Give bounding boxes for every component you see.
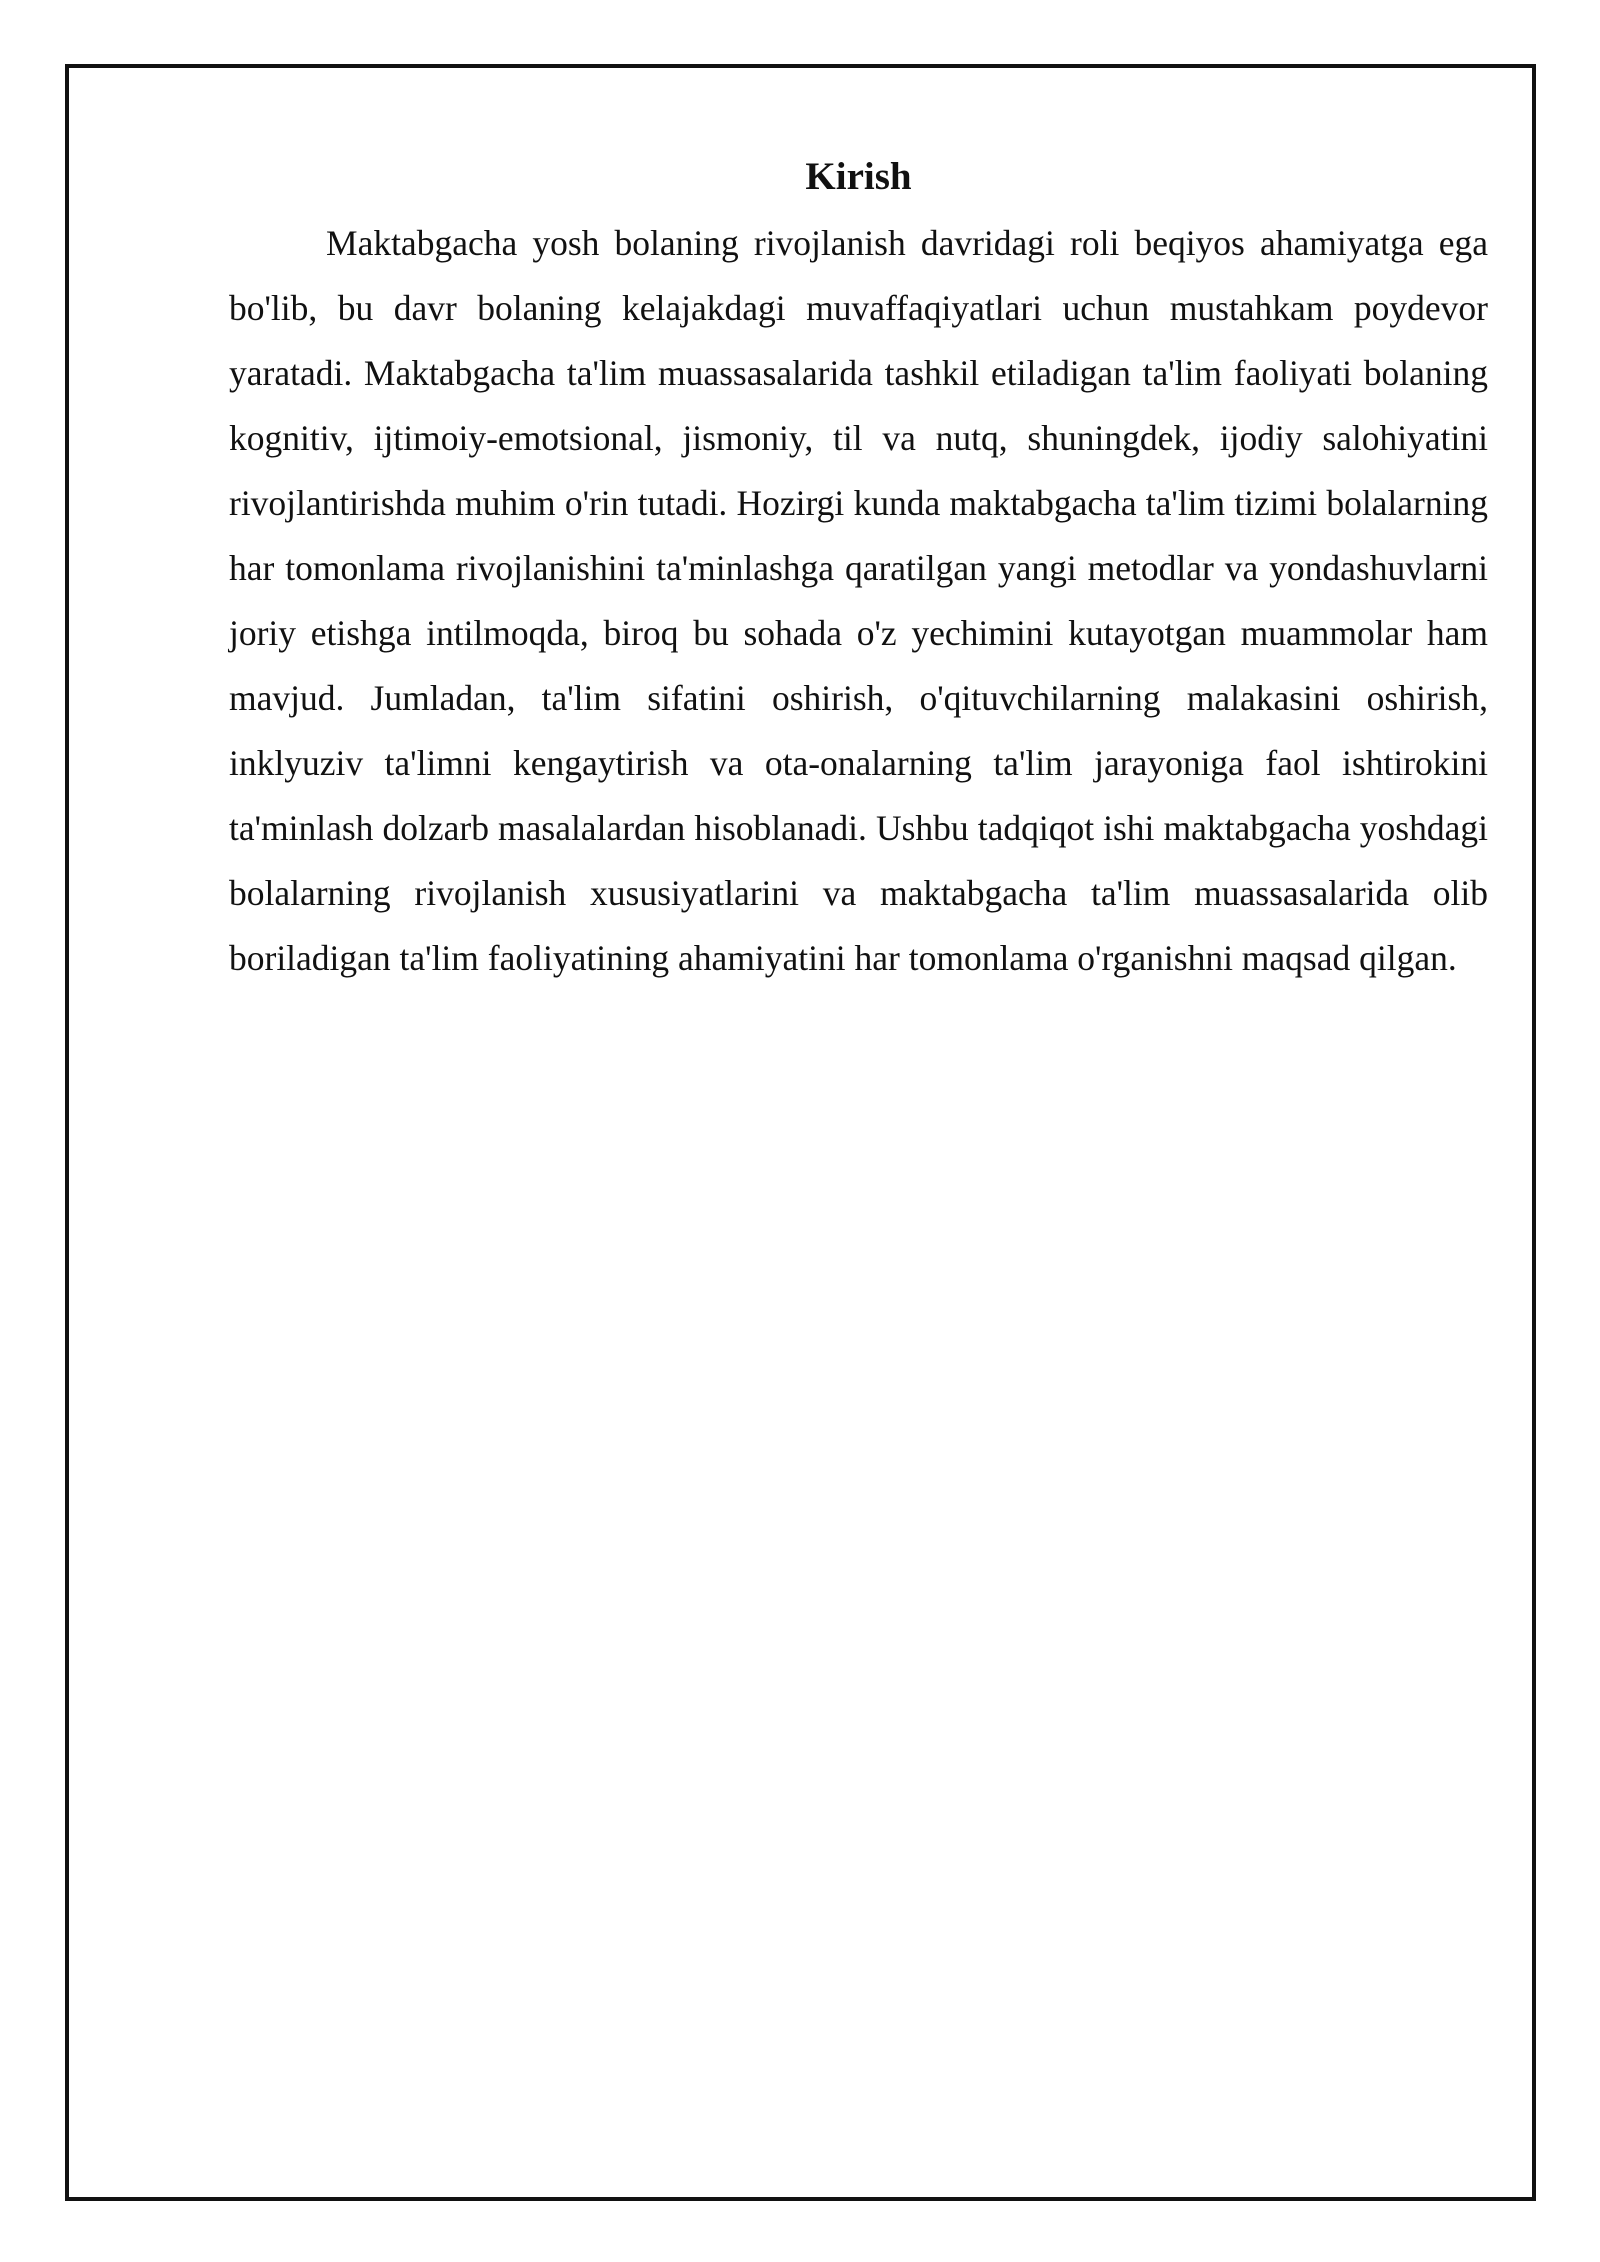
section-heading: Kirish [805, 155, 912, 198]
document-body [229, 150, 1488, 991]
intro-paragraph: Maktabgacha yosh bolaning rivojlanish davridagi roli beqiyos ahamiyatga ega bo'lib, bu davr bolaning kelajakdagi muvaffaqiyatlari uchun mustahkam poydevor yaratadi. Maktabgacha ta'lim muassasalarida tashkil etiladigan ta'lim faoliyati bolaning kognitiv, ijtimoiy-emotsional, jismoniy, til va nutq, shuningdek, ijodiy salohiyatini rivojlantirishda muhim o'rin tutadi. Hozirgi kunda maktabgacha ta'lim tizimi bolalarning har tomonlama rivojlanishini ta'minlashga qaratilgan yangi metodlar va yondashuvlarni joriy etishga intilmoqda, biroq bu sohada o'z yechimini kutayotgan muammolar ham mavjud. Jumladan, ta'lim sifatini oshirish, o'qituvchilarning malakasini oshirish, inklyuziv ta'limni kengaytirish va ota-onalarning ta'lim jarayoniga faol ishtirokini ta'minlash dolzarb masalalardan hisoblanadi. Ushbu tadqiqot ishi maktabgacha yoshdagi bolalarning rivojlanish xususiyatlarini va maktabgacha ta'lim muassasalarida olib boriladigan ta'lim faoliyatining ahamiyatini har tomonlama o'rganishni maqsad qilgan. [229, 223, 1488, 978]
